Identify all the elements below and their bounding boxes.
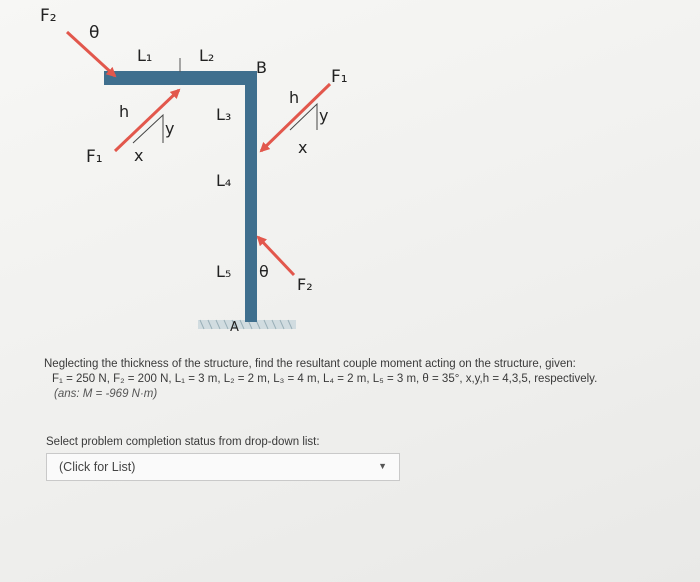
L5-label: L₅ <box>216 262 232 281</box>
problem-text: Neglecting the thickness of the structure, find the resultant couple moment acting on the structure, given: <box>44 358 576 370</box>
F1-right-label: F₁ <box>331 67 348 87</box>
theta-top-label: θ <box>89 23 100 43</box>
A-label: A <box>230 320 239 335</box>
dropdown-arrow-icon: ▼ <box>378 461 387 471</box>
F1-left-label: F₁ <box>86 147 103 167</box>
given-values: F₁ = 250 N, F₂ = 200 N, L₁ = 3 m, L₂ = 2 m, L₃ = 4 m, L₄ = 2 m, L₅ = 3 m, θ = 35°, x,y,h = 4,3,5, respectively. <box>52 373 598 385</box>
L1-label: L₁ <box>137 46 153 65</box>
vertical-beam <box>245 71 257 322</box>
B-label: B <box>256 58 267 77</box>
completion-status-dropdown[interactable] <box>46 453 400 481</box>
horizontal-beam <box>104 71 257 85</box>
theta-bottom-label: θ <box>259 262 269 281</box>
dropdown-selected-value: (Click for List) <box>59 460 136 474</box>
answer-text: (ans: M = -969 N·m) <box>54 388 158 400</box>
y-right-label: y <box>319 106 329 125</box>
h-left-label: h <box>119 102 130 121</box>
L2-label: L₂ <box>199 46 215 65</box>
problem-statement <box>44 357 694 402</box>
completion-status-label: Select problem completion status from drop-down list: <box>46 436 320 448</box>
x-right-label: x <box>298 138 308 157</box>
h-right-label: h <box>289 88 300 107</box>
y-left-label: y <box>165 119 175 138</box>
x-left-label: x <box>134 146 144 165</box>
L3-label: L₃ <box>216 105 232 124</box>
F2-bottom-label: F₂ <box>297 275 313 294</box>
L4-label: L₄ <box>216 171 232 190</box>
F2-top-label: F₂ <box>40 6 57 26</box>
